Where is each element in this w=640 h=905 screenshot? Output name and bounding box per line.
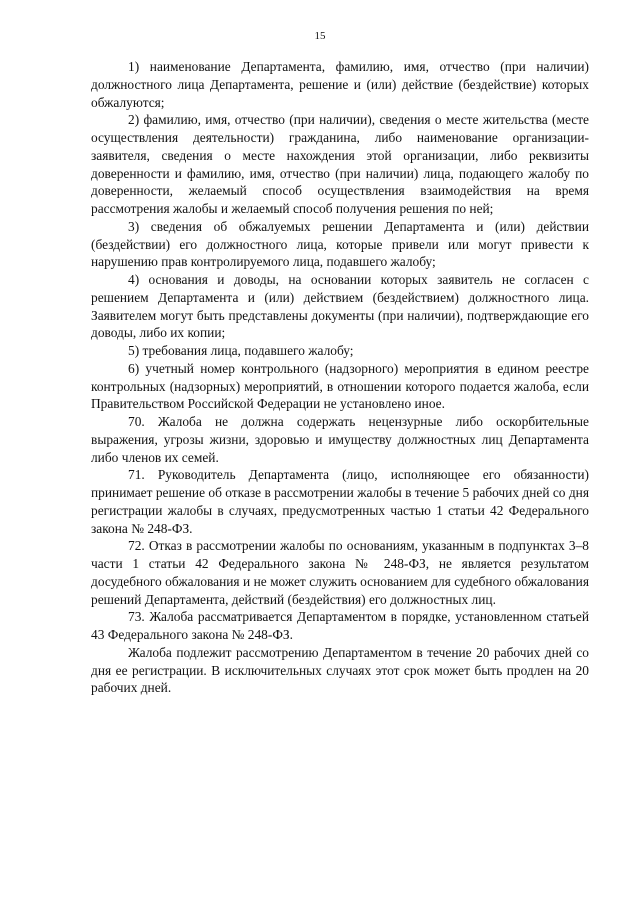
paragraph-item-2: 2) фамилию, имя, отчество (при наличии), сведения о месте жительства (месте осуществления деятельности) гражданина, либо наименование организации-заявителя, сведения о месте нахождения этой организации, либо реквизиты доверенности и фамилию, имя, отчество (при наличии) лица, подающего жалобу по доверенности, желаемый способ осуществления взаимодействия на время рассмотрения жалобы и желаемый способ получения решения по ней; bbox=[91, 112, 589, 216]
document-body bbox=[91, 58, 589, 697]
paragraph-review-term: Жалоба подлежит рассмотрению Департаментом в течение 20 рабочих дней со дня ее регистрации. В исключительных случаях этот срок может быть продлен на 20 рабочих дней. bbox=[91, 644, 589, 696]
paragraph-item-4: 4) основания и доводы, на основании которых заявитель не согласен с решением Департамента и (или) действием (бездействием) должностного лица. Заявителем могут быть представлены документы (при наличии), подтверждающие его доводы, либо их копии; bbox=[91, 272, 589, 341]
paragraph-item-6: 6) учетный номер контрольного (надзорного) мероприятия в едином реестре контрольных (надзорных) мероприятий, в отношении которого подается жалоба, если Правительством Российской Федерации не установлено иное. bbox=[91, 360, 589, 412]
paragraph-item-1: 1) наименование Департамента, фамилию, имя, отчество (при наличии) должностного лица Департамента, решение и (или) действие (бездействие) которых обжалуются; bbox=[91, 59, 589, 110]
paragraph-clause-72: 72. Отказ в рассмотрении жалобы по основаниям, указанным в подпунктах 3–8 части 1 статьи 42 Федерального закона № 248-ФЗ, не является результатом досудебного обжалования и не может служить основанием для судебного обжалования решений Департамента, действий (бездействия) его должностных лиц. bbox=[91, 538, 589, 607]
paragraph-item-3: 3) сведения об обжалуемых решении Департамента и (или) действии (бездействии) его должностного лица, которые привели или могут привести к нарушению прав контролируемого лица, подавшего жалобу; bbox=[91, 218, 589, 270]
paragraph-clause-73: 73. Жалоба рассматривается Департаментом в порядке, установленном статьей 43 Федерального закона № 248-ФЗ. bbox=[91, 609, 589, 642]
paragraph-item-5: 5) требования лица, подавшего жалобу; bbox=[128, 343, 354, 358]
paragraph-clause-71: 71. Руководитель Департамента (лицо, исполняющее его обязанности) принимает решение об отказе в рассмотрении жалобы в течение 5 рабочих дней со дня регистрации жалобы в случаях, предусмотренных частью 1 статьи 42 Федерального закона № 248-ФЗ. bbox=[91, 467, 589, 536]
paragraph-clause-70: 70. Жалоба не должна содержать нецензурные либо оскорбительные выражения, угрозы жизни, здоровью и имуществу должностных лиц Департамента либо членов их семей. bbox=[91, 414, 589, 465]
page-number: 15 bbox=[314, 30, 326, 42]
